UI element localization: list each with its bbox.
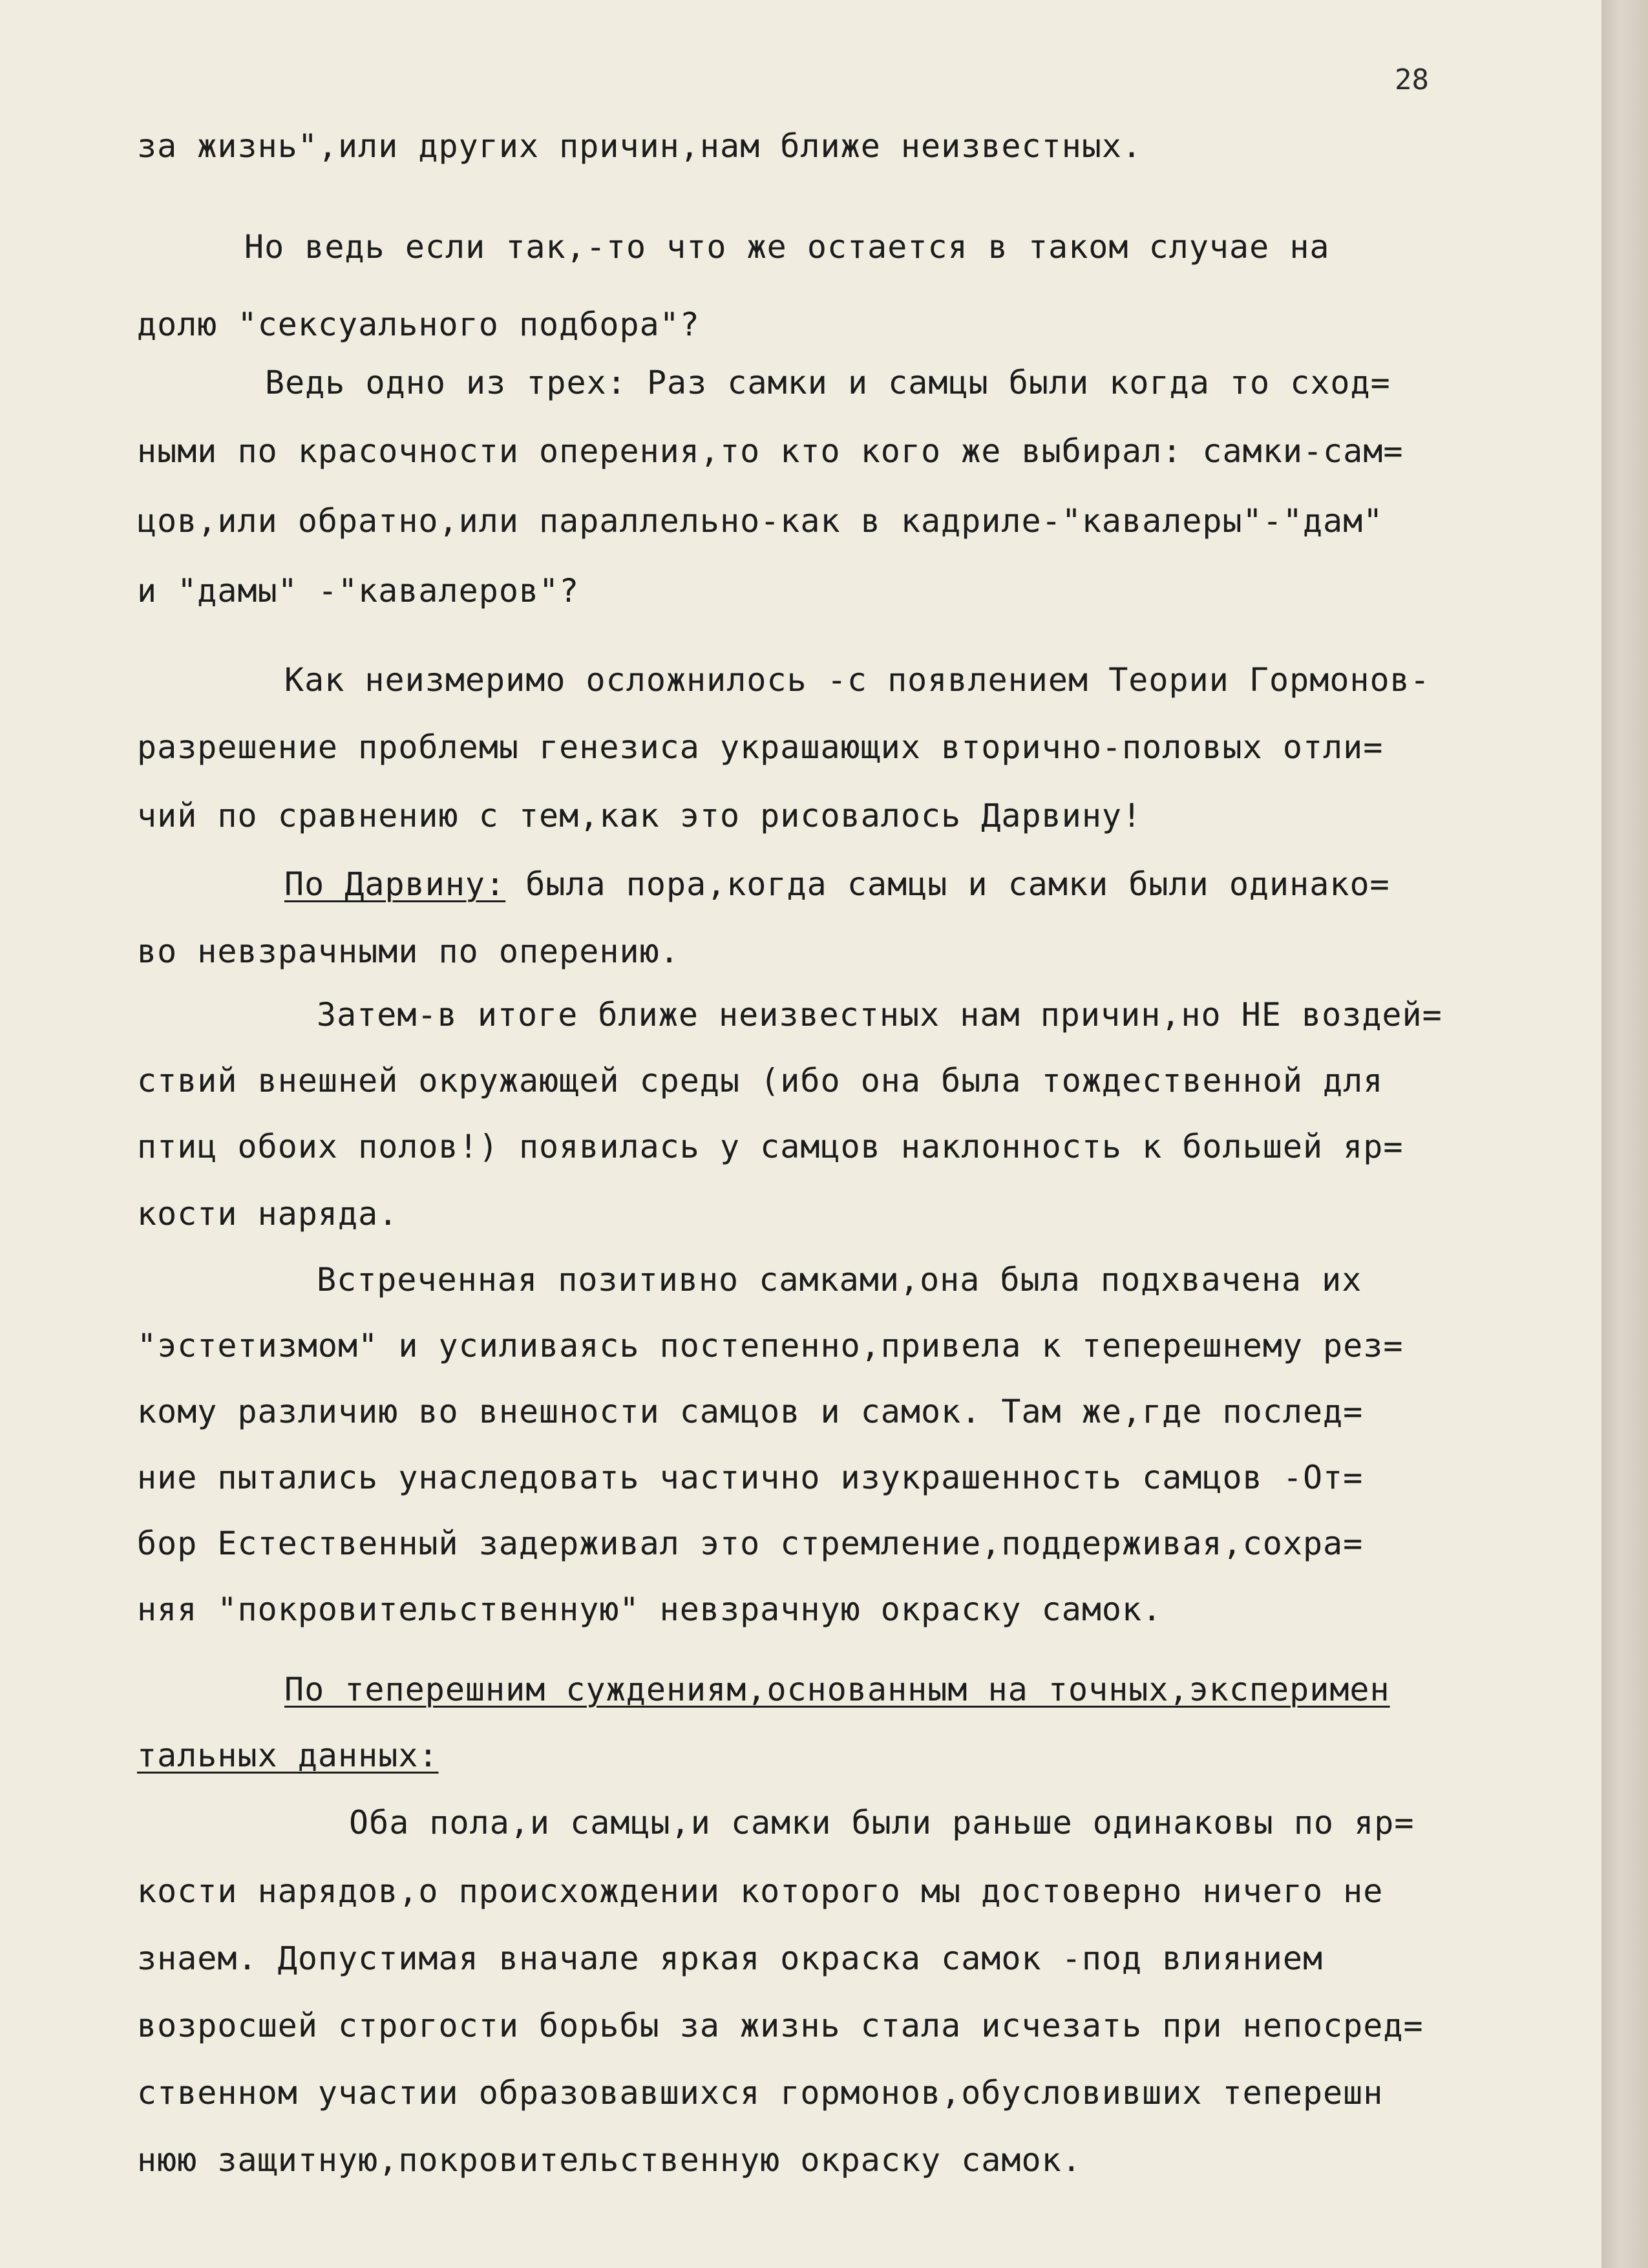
underlined-heading: тальных данных:	[137, 1737, 439, 1774]
text-line: цов,или обратно,или параллельно-как в кадриле-"кавалеры"-"дам"	[137, 502, 1384, 540]
text-line: нюю защитную,покровительственную окраску самок.	[137, 2141, 1082, 2179]
text-line: и "дамы" -"кавалеров"?	[137, 572, 580, 609]
text-line: ствий внешней окружающей среды (ибо она была тождественной для	[137, 1062, 1384, 1099]
text-line: чий по сравнению с тем,как это рисовалось Дарвину!	[137, 797, 1143, 834]
text-line: кости нарядов,о происхождении которого мы достоверно ничего не	[137, 1872, 1384, 1910]
text-line: разрешение проблемы генезиса украшающих вторично-половых отли=	[137, 728, 1384, 766]
text-line: ными по красочности оперения,то кто кого же выбирал: самки-сам=	[137, 432, 1404, 470]
text-line: Встреченная позитивно самками,она была подхвачена их	[317, 1261, 1362, 1298]
text-line: Ведь одно из трех: Раз самки и самцы были когда то сход=	[265, 364, 1391, 401]
text-line: птиц обоих полов!) появилась у самцов наклонность к большей яр=	[137, 1128, 1404, 1165]
text-line: няя "покровительственную" невзрачную окраску самок.	[137, 1591, 1163, 1628]
underlined-heading: По теперешним суждениям,основанным на точных,эксперимен	[284, 1671, 1390, 1708]
text-line: Оба пола,и самцы,и самки были раньше одинаковы по яр=	[349, 1804, 1415, 1841]
text-fragment: была пора,когда самцы и самки были одинако=	[505, 865, 1390, 903]
text-line: знаем. Допустимая вначале яркая окраска самок -под влиянием	[137, 1940, 1324, 1977]
text-line: кому различию во внешности самцов и самок. Там же,где послед=	[137, 1393, 1364, 1430]
text-line: ственном участии образовавшихся гормонов,обусловивших теперешн	[137, 2074, 1384, 2112]
page-number: 28	[1395, 63, 1429, 96]
text-line: Затем-в итоге ближе неизвестных нам причин,но НЕ воздей=	[317, 996, 1442, 1033]
text-line: долю "сексуального подбора"?	[137, 306, 700, 343]
text-line: во невзрачными по оперению.	[137, 933, 680, 970]
text-line: бор Естественный задерживал это стремление,поддерживая,сохра=	[137, 1525, 1364, 1562]
text-line: кости наряда.	[137, 1195, 399, 1233]
text-line: Как неизмеримо осложнилось -с появлением Теории Гормонов-	[284, 661, 1430, 699]
text-line: Но ведь если так,-то что же остается в таком случае на	[244, 228, 1330, 266]
text-line: возросшей строгости борьбы за жизнь стала исчезать при непосред=	[137, 2007, 1424, 2044]
text-line: за жизнь",или других причин,нам ближе неизвестных.	[137, 127, 1143, 165]
underlined-heading: По Дарвину:	[284, 865, 506, 903]
text-line: ние пытались унаследовать частично изукрашенность самцов -От=	[137, 1459, 1364, 1496]
text-line: "эстетизмом" и усиливаясь постепенно,привела к теперешнему рез=	[137, 1327, 1404, 1364]
page-binding-edge	[1601, 0, 1648, 2268]
text-line	[284, 865, 1390, 904]
